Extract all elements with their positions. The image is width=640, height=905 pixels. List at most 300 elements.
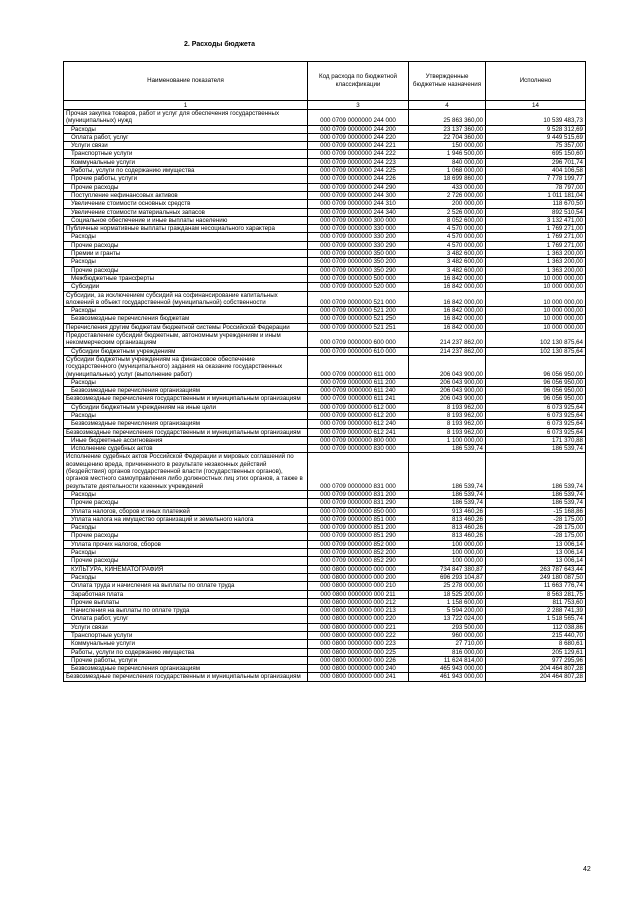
- row-approved-amount: 16 842 000,00: [409, 315, 486, 323]
- table-row: [64, 110, 586, 126]
- row-executed-amount: -28 175,00: [486, 515, 586, 523]
- row-expense-code: 000 0800 0000000 000 225: [308, 648, 409, 656]
- row-expense-code: 000 0709 0000000 830 000: [308, 445, 409, 453]
- row-expense-code: 000 0709 0000000 612 240: [308, 420, 409, 428]
- header-indicator-name: Наименование показателя: [64, 62, 308, 101]
- row-executed-amount: 1 769 271,00: [486, 241, 586, 249]
- row-expense-code: 000 0800 0000000 000 241: [308, 673, 409, 681]
- row-executed-amount: 102 130 875,64: [486, 332, 586, 348]
- row-approved-amount: 2 726 000,00: [409, 191, 486, 199]
- row-executed-amount: 96 056 950,00: [486, 395, 586, 403]
- row-indicator-name: Уплата налогов, сборов и иных платежей: [64, 507, 308, 515]
- row-expense-code: 000 0709 0000000 300 000: [308, 216, 409, 224]
- table-row: [64, 307, 586, 315]
- row-executed-amount: 8 680,61: [486, 640, 586, 648]
- row-approved-amount: 8 193 962,00: [409, 411, 486, 419]
- row-approved-amount: 913 460,26: [409, 507, 486, 515]
- row-expense-code: 000 0709 0000000 852 290: [308, 557, 409, 565]
- row-executed-amount: 96 056 950,00: [486, 387, 586, 395]
- row-indicator-name: Безвозмездные перечисления государственным и муниципальным организациям: [64, 428, 308, 436]
- row-executed-amount: 1 363 200,00: [486, 250, 586, 258]
- row-indicator-name: Расходы: [64, 378, 308, 386]
- row-indicator-name: Транспортные услуги: [64, 150, 308, 158]
- row-indicator-name: Прочие расходы: [64, 266, 308, 274]
- row-indicator-name: Субсидии: [64, 283, 308, 291]
- row-approved-amount: 461 943 000,00: [409, 673, 486, 681]
- row-expense-code: 000 0709 0000000 521 251: [308, 323, 409, 331]
- row-indicator-name: Прочие расходы: [64, 557, 308, 565]
- row-indicator-name: Услуги связи: [64, 142, 308, 150]
- row-expense-code: 000 0709 0000000 350 200: [308, 258, 409, 266]
- row-approved-amount: 200 000,00: [409, 200, 486, 208]
- row-indicator-name: Межбюджетные трансферты: [64, 274, 308, 282]
- row-executed-amount: 13 006,14: [486, 557, 586, 565]
- table-row: [64, 607, 586, 615]
- table-row: [64, 656, 586, 664]
- row-executed-amount: 13 006,14: [486, 540, 586, 548]
- row-approved-amount: 206 043 900,00: [409, 387, 486, 395]
- table-row: [64, 225, 586, 233]
- table-header-row: [64, 62, 586, 101]
- table-row: [64, 411, 586, 419]
- row-indicator-name: Оплата работ, услуг: [64, 615, 308, 623]
- row-expense-code: 000 0709 0000000 851 000: [308, 515, 409, 523]
- row-indicator-name: КУЛЬТУРА, КИНЕМАТОГРАФИЯ: [64, 565, 308, 573]
- row-indicator-name: Субсидии, за исключением субсидий на софинансирование капитальных вложений в объект государственной (муниципальной) собственности: [64, 291, 308, 307]
- row-expense-code: 000 0709 0000000 350 000: [308, 250, 409, 258]
- row-expense-code: 000 0709 0000000 244 290: [308, 183, 409, 191]
- row-indicator-name: Прочие расходы: [64, 532, 308, 540]
- row-approved-amount: 100 000,00: [409, 540, 486, 548]
- row-executed-amount: 1 769 271,00: [486, 225, 586, 233]
- row-executed-amount: 404 106,58: [486, 167, 586, 175]
- row-expense-code: 000 0800 0000000 000 212: [308, 598, 409, 606]
- row-approved-amount: 1 068 000,00: [409, 167, 486, 175]
- row-expense-code: 000 0709 0000000 521 000: [308, 291, 409, 307]
- row-executed-amount: 8 563 281,75: [486, 590, 586, 598]
- table-row: [64, 323, 586, 331]
- row-approved-amount: 813 460,26: [409, 524, 486, 532]
- row-expense-code: 000 0709 0000000 244 226: [308, 175, 409, 183]
- row-expense-code: 000 0800 0000000 000 210: [308, 582, 409, 590]
- row-expense-code: 000 0800 0000000 000 240: [308, 665, 409, 673]
- row-approved-amount: 100 000,00: [409, 549, 486, 557]
- row-indicator-name: Расходы: [64, 411, 308, 419]
- row-indicator-name: Прочие работы, услуги: [64, 175, 308, 183]
- table-row: [64, 125, 586, 133]
- row-indicator-name: Уплата налога на имущество организаций и земельного налога: [64, 515, 308, 523]
- table-row: [64, 233, 586, 241]
- row-executed-amount: 695 150,60: [486, 150, 586, 158]
- budget-expenses-table: [63, 61, 586, 682]
- row-approved-amount: 813 460,26: [409, 515, 486, 523]
- table-row: [64, 623, 586, 631]
- row-expense-code: 000 0709 0000000 244 300: [308, 191, 409, 199]
- table-row: [64, 378, 586, 386]
- row-expense-code: 000 0709 0000000 800 000: [308, 436, 409, 444]
- row-executed-amount: 249 180 087,50: [486, 573, 586, 581]
- row-indicator-name: Социальное обеспечение и иные выплаты населению: [64, 216, 308, 224]
- row-approved-amount: 23 137 360,00: [409, 125, 486, 133]
- row-executed-amount: -28 175,00: [486, 524, 586, 532]
- row-executed-amount: 205 129,61: [486, 648, 586, 656]
- row-expense-code: 000 0709 0000000 244 221: [308, 142, 409, 150]
- table-row: [64, 315, 586, 323]
- row-indicator-name: Исполнение судебных актов Российской Федерации и мировых соглашений по возмещению вреда, причиненного в результате незаконных действий (бездействия) органов государственной власти (государственных органов), органов местного самоуправления либо должностных лиц этих органов, а также в результате деятельности казенных учреждений: [64, 453, 308, 490]
- row-indicator-name: Безвозмездные перечисления организациям: [64, 420, 308, 428]
- row-approved-amount: 18 525 200,00: [409, 590, 486, 598]
- table-row: [64, 167, 586, 175]
- row-approved-amount: 16 842 000,00: [409, 291, 486, 307]
- row-executed-amount: 263 787 643,44: [486, 565, 586, 573]
- row-indicator-name: Оплата труда и начисления на выплаты по оплате труда: [64, 582, 308, 590]
- row-expense-code: 000 0709 0000000 831 200: [308, 490, 409, 498]
- row-expense-code: 000 0709 0000000 350 290: [308, 266, 409, 274]
- table-row: [64, 632, 586, 640]
- row-expense-code: 000 0709 0000000 244 200: [308, 125, 409, 133]
- table-row: [64, 673, 586, 681]
- row-executed-amount: -28 175,00: [486, 532, 586, 540]
- row-approved-amount: 1 946 500,00: [409, 150, 486, 158]
- row-executed-amount: 186 539,74: [486, 499, 586, 507]
- table-row: [64, 565, 586, 573]
- row-executed-amount: 6 073 925,64: [486, 420, 586, 428]
- row-approved-amount: 186 539,74: [409, 445, 486, 453]
- table-row: [64, 142, 586, 150]
- row-executed-amount: 7 778 199,77: [486, 175, 586, 183]
- row-executed-amount: 186 539,74: [486, 453, 586, 490]
- table-row: [64, 395, 586, 403]
- row-approved-amount: 186 539,74: [409, 490, 486, 498]
- table-row: [64, 420, 586, 428]
- row-expense-code: 000 0709 0000000 611 240: [308, 387, 409, 395]
- row-approved-amount: 8 193 962,00: [409, 420, 486, 428]
- row-expense-code: 000 0709 0000000 244 220: [308, 133, 409, 141]
- column-number: 3: [308, 101, 409, 110]
- header-approved-appropriations: Утвержденные бюджетные назначения: [409, 62, 486, 101]
- row-executed-amount: 6 073 925,64: [486, 428, 586, 436]
- table-row: [64, 191, 586, 199]
- row-approved-amount: 2 526 000,00: [409, 208, 486, 216]
- row-executed-amount: 10 000 000,00: [486, 315, 586, 323]
- row-approved-amount: 186 539,74: [409, 499, 486, 507]
- table-row: [64, 540, 586, 548]
- row-executed-amount: 10 000 000,00: [486, 323, 586, 331]
- table-row: [64, 158, 586, 166]
- row-indicator-name: Прочие выплаты: [64, 598, 308, 606]
- row-expense-code: 000 0800 0000000 000 222: [308, 632, 409, 640]
- row-indicator-name: Работы, услуги по содержанию имущества: [64, 648, 308, 656]
- row-approved-amount: 100 000,00: [409, 557, 486, 565]
- table-row: [64, 582, 586, 590]
- row-approved-amount: 816 000,00: [409, 648, 486, 656]
- table-row: [64, 347, 586, 355]
- table-row: [64, 665, 586, 673]
- row-executed-amount: 10 539 483,73: [486, 110, 586, 126]
- row-indicator-name: Услуги связи: [64, 623, 308, 631]
- table-row: [64, 150, 586, 158]
- row-approved-amount: 16 842 000,00: [409, 283, 486, 291]
- row-executed-amount: 10 000 000,00: [486, 307, 586, 315]
- row-indicator-name: Начисления на выплаты по оплате труда: [64, 607, 308, 615]
- row-expense-code: 000 0800 0000000 000 213: [308, 607, 409, 615]
- table-row: [64, 274, 586, 282]
- row-executed-amount: 96 056 950,00: [486, 378, 586, 386]
- row-approved-amount: 18 699 860,00: [409, 175, 486, 183]
- table-row: [64, 490, 586, 498]
- table-row: [64, 175, 586, 183]
- row-expense-code: 000 0709 0000000 244 225: [308, 167, 409, 175]
- row-executed-amount: 977 295,96: [486, 656, 586, 664]
- row-approved-amount: 734 847 380,87: [409, 565, 486, 573]
- table-row: [64, 648, 586, 656]
- row-executed-amount: 811 753,60: [486, 598, 586, 606]
- row-expense-code: 000 0709 0000000 330 290: [308, 241, 409, 249]
- table-row: [64, 524, 586, 532]
- row-approved-amount: 214 237 862,00: [409, 347, 486, 355]
- row-expense-code: 000 0709 0000000 611 200: [308, 378, 409, 386]
- row-indicator-name: Расходы: [64, 524, 308, 532]
- row-expense-code: 000 0709 0000000 244 223: [308, 158, 409, 166]
- row-expense-code: 000 0709 0000000 851 290: [308, 532, 409, 540]
- table-row: [64, 183, 586, 191]
- row-expense-code: 000 0800 0000000 000 226: [308, 656, 409, 664]
- row-approved-amount: 813 460,26: [409, 532, 486, 540]
- row-executed-amount: 6 073 925,64: [486, 411, 586, 419]
- row-indicator-name: Коммунальные услуги: [64, 640, 308, 648]
- row-executed-amount: 1 011 181,04: [486, 191, 586, 199]
- row-executed-amount: 2 288 741,39: [486, 607, 586, 615]
- table-row: [64, 428, 586, 436]
- table-row: [64, 453, 586, 490]
- row-executed-amount: 215 440,70: [486, 632, 586, 640]
- row-approved-amount: 16 842 000,00: [409, 274, 486, 282]
- table-row: [64, 291, 586, 307]
- column-number: 4: [409, 101, 486, 110]
- column-number-row: [64, 101, 586, 110]
- row-expense-code: 000 0709 0000000 831 000: [308, 453, 409, 490]
- row-indicator-name: Иные бюджетные ассигнования: [64, 436, 308, 444]
- row-expense-code: 000 0709 0000000 520 000: [308, 283, 409, 291]
- row-executed-amount: 11 663 776,74: [486, 582, 586, 590]
- row-executed-amount: 13 006,14: [486, 549, 586, 557]
- table-row: [64, 557, 586, 565]
- row-executed-amount: 171 370,88: [486, 436, 586, 444]
- row-expense-code: 000 0709 0000000 244 222: [308, 150, 409, 158]
- row-indicator-name: Уплата прочих налогов, сборов: [64, 540, 308, 548]
- table-row: [64, 507, 586, 515]
- row-executed-amount: 186 539,74: [486, 445, 586, 453]
- row-executed-amount: 102 130 875,64: [486, 347, 586, 355]
- row-indicator-name: Расходы: [64, 549, 308, 557]
- row-indicator-name: Расходы: [64, 258, 308, 266]
- header-executed: Исполнено: [486, 62, 586, 101]
- row-expense-code: 000 0709 0000000 612 241: [308, 428, 409, 436]
- page-number: 42: [583, 866, 591, 873]
- row-indicator-name: Безвозмездные перечисления организациям: [64, 665, 308, 673]
- row-executed-amount: 112 038,86: [486, 623, 586, 631]
- row-approved-amount: 13 722 024,00: [409, 615, 486, 623]
- row-expense-code: 000 0800 0000000 000 223: [308, 640, 409, 648]
- row-approved-amount: 3 482 600,00: [409, 258, 486, 266]
- row-indicator-name: Расходы: [64, 490, 308, 498]
- row-expense-code: 000 0709 0000000 611 241: [308, 395, 409, 403]
- row-expense-code: 000 0709 0000000 612 000: [308, 403, 409, 411]
- header-expense-code: Код расхода по бюджетной классификации: [308, 62, 409, 101]
- table-row: [64, 499, 586, 507]
- row-approved-amount: 433 000,00: [409, 183, 486, 191]
- row-executed-amount: 10 000 000,00: [486, 274, 586, 282]
- row-approved-amount: 5 594 200,00: [409, 607, 486, 615]
- row-approved-amount: 16 842 000,00: [409, 307, 486, 315]
- table-row: [64, 355, 586, 378]
- row-approved-amount: 4 570 000,00: [409, 225, 486, 233]
- row-expense-code: 000 0800 0000000 000 000: [308, 565, 409, 573]
- row-expense-code: 000 0709 0000000 610 000: [308, 347, 409, 355]
- row-expense-code: 000 0709 0000000 831 290: [308, 499, 409, 507]
- row-indicator-name: Поступление нефинансовых активов: [64, 191, 308, 199]
- row-expense-code: 000 0709 0000000 852 200: [308, 549, 409, 557]
- table-row: [64, 598, 586, 606]
- row-executed-amount: 3 132 471,00: [486, 216, 586, 224]
- row-executed-amount: 10 000 000,00: [486, 291, 586, 307]
- row-executed-amount: 96 056 950,00: [486, 355, 586, 378]
- table-row: [64, 549, 586, 557]
- row-executed-amount: 204 464 807,28: [486, 673, 586, 681]
- row-indicator-name: Прочие работы, услуги: [64, 656, 308, 664]
- row-expense-code: 000 0800 0000000 000 220: [308, 615, 409, 623]
- row-indicator-name: Расходы: [64, 573, 308, 581]
- table-row: [64, 283, 586, 291]
- row-approved-amount: 840 000,00: [409, 158, 486, 166]
- table-row: [64, 258, 586, 266]
- row-approved-amount: 696 293 104,87: [409, 573, 486, 581]
- row-indicator-name: Заработная плата: [64, 590, 308, 598]
- row-indicator-name: Увеличение стоимости основных средств: [64, 200, 308, 208]
- row-expense-code: 000 0709 0000000 500 000: [308, 274, 409, 282]
- row-indicator-name: Оплата работ, услуг: [64, 133, 308, 141]
- row-indicator-name: Предоставление субсидий бюджетным, автономным учреждениям и иным некоммерческим организациям: [64, 332, 308, 348]
- row-executed-amount: 296 701,74: [486, 158, 586, 166]
- row-indicator-name: Субсидии бюджетным учреждениям на финансовое обеспечение государственного (муниципального) задания на оказание государственных (муниципальных) услуг (выполнение работ): [64, 355, 308, 378]
- row-indicator-name: Прочие расходы: [64, 241, 308, 249]
- row-indicator-name: Безвозмездные перечисления государственным и муниципальным организациям: [64, 673, 308, 681]
- row-approved-amount: 8 052 600,00: [409, 216, 486, 224]
- table-row: [64, 250, 586, 258]
- row-executed-amount: 186 539,74: [486, 490, 586, 498]
- row-approved-amount: 1 158 600,00: [409, 598, 486, 606]
- row-approved-amount: 214 237 862,00: [409, 332, 486, 348]
- table-row: [64, 532, 586, 540]
- table-row: [64, 436, 586, 444]
- row-approved-amount: 27 710,00: [409, 640, 486, 648]
- table-row: [64, 387, 586, 395]
- row-executed-amount: 1 363 200,00: [486, 258, 586, 266]
- table-row: [64, 403, 586, 411]
- row-indicator-name: Увеличение стоимости материальных запасов: [64, 208, 308, 216]
- row-indicator-name: Работы, услуги по содержанию имущества: [64, 167, 308, 175]
- row-expense-code: 000 0709 0000000 330 200: [308, 233, 409, 241]
- row-approved-amount: 3 482 600,00: [409, 266, 486, 274]
- row-executed-amount: 1 518 565,74: [486, 615, 586, 623]
- row-expense-code: 000 0709 0000000 244 000: [308, 110, 409, 126]
- row-executed-amount: -15 168,86: [486, 507, 586, 515]
- table-row: [64, 133, 586, 141]
- row-approved-amount: 206 043 900,00: [409, 378, 486, 386]
- row-executed-amount: 9 528 312,69: [486, 125, 586, 133]
- row-expense-code: 000 0709 0000000 521 250: [308, 315, 409, 323]
- row-approved-amount: 8 193 962,00: [409, 403, 486, 411]
- row-approved-amount: 960 000,00: [409, 632, 486, 640]
- row-executed-amount: 6 073 925,64: [486, 403, 586, 411]
- table-row: [64, 241, 586, 249]
- row-expense-code: 000 0800 0000000 000 221: [308, 623, 409, 631]
- table-row: [64, 615, 586, 623]
- row-expense-code: 000 0709 0000000 612 200: [308, 411, 409, 419]
- row-indicator-name: Премии и гранты: [64, 250, 308, 258]
- row-executed-amount: 75 357,00: [486, 142, 586, 150]
- row-expense-code: 000 0709 0000000 600 000: [308, 332, 409, 348]
- row-indicator-name: Перечисления другим бюджетам бюджетной системы Российской Федерации: [64, 323, 308, 331]
- row-indicator-name: Коммунальные услуги: [64, 158, 308, 166]
- row-executed-amount: 78 797,00: [486, 183, 586, 191]
- row-approved-amount: 206 043 900,00: [409, 395, 486, 403]
- row-approved-amount: 8 193 962,00: [409, 428, 486, 436]
- row-expense-code: 000 0709 0000000 850 000: [308, 507, 409, 515]
- row-indicator-name: Расходы: [64, 307, 308, 315]
- row-approved-amount: 25 278 000,00: [409, 582, 486, 590]
- row-executed-amount: 9 449 515,69: [486, 133, 586, 141]
- row-indicator-name: Субсидии бюджетным учреждениям: [64, 347, 308, 355]
- row-approved-amount: 22 704 360,00: [409, 133, 486, 141]
- row-approved-amount: 465 943 000,00: [409, 665, 486, 673]
- row-approved-amount: 3 482 600,00: [409, 250, 486, 258]
- table-row: [64, 266, 586, 274]
- row-executed-amount: 892 510,54: [486, 208, 586, 216]
- row-approved-amount: 186 539,74: [409, 453, 486, 490]
- table-row: [64, 515, 586, 523]
- row-indicator-name: Транспортные услуги: [64, 632, 308, 640]
- row-indicator-name: Субсидии бюджетным учреждениям на иные цели: [64, 403, 308, 411]
- row-executed-amount: 10 000 000,00: [486, 283, 586, 291]
- row-indicator-name: Безвозмездные перечисления государственным и муниципальным организациям: [64, 395, 308, 403]
- column-number: 14: [486, 101, 586, 110]
- row-indicator-name: Прочие расходы: [64, 183, 308, 191]
- row-expense-code: 000 0709 0000000 244 310: [308, 200, 409, 208]
- row-expense-code: 000 0800 0000000 000 200: [308, 573, 409, 581]
- row-expense-code: 000 0709 0000000 852 000: [308, 540, 409, 548]
- row-indicator-name: Прочая закупка товаров, работ и услуг для обеспечения государственных (муниципальных) нужд: [64, 110, 308, 126]
- row-approved-amount: 150 000,00: [409, 142, 486, 150]
- row-approved-amount: 1 100 000,00: [409, 436, 486, 444]
- column-number: 1: [64, 101, 308, 110]
- row-approved-amount: 293 500,00: [409, 623, 486, 631]
- row-indicator-name: Безвозмездные перечисления организациям: [64, 387, 308, 395]
- row-indicator-name: Прочие расходы: [64, 499, 308, 507]
- row-executed-amount: 1 769 271,00: [486, 233, 586, 241]
- row-executed-amount: 118 670,50: [486, 200, 586, 208]
- row-expense-code: 000 0709 0000000 330 000: [308, 225, 409, 233]
- row-indicator-name: Расходы: [64, 125, 308, 133]
- row-approved-amount: 16 842 000,00: [409, 323, 486, 331]
- table-row: [64, 590, 586, 598]
- table-row: [64, 573, 586, 581]
- row-approved-amount: 11 624 814,00: [409, 656, 486, 664]
- table-row: [64, 445, 586, 453]
- row-expense-code: 000 0709 0000000 851 200: [308, 524, 409, 532]
- row-approved-amount: 4 570 000,00: [409, 241, 486, 249]
- table-row: [64, 208, 586, 216]
